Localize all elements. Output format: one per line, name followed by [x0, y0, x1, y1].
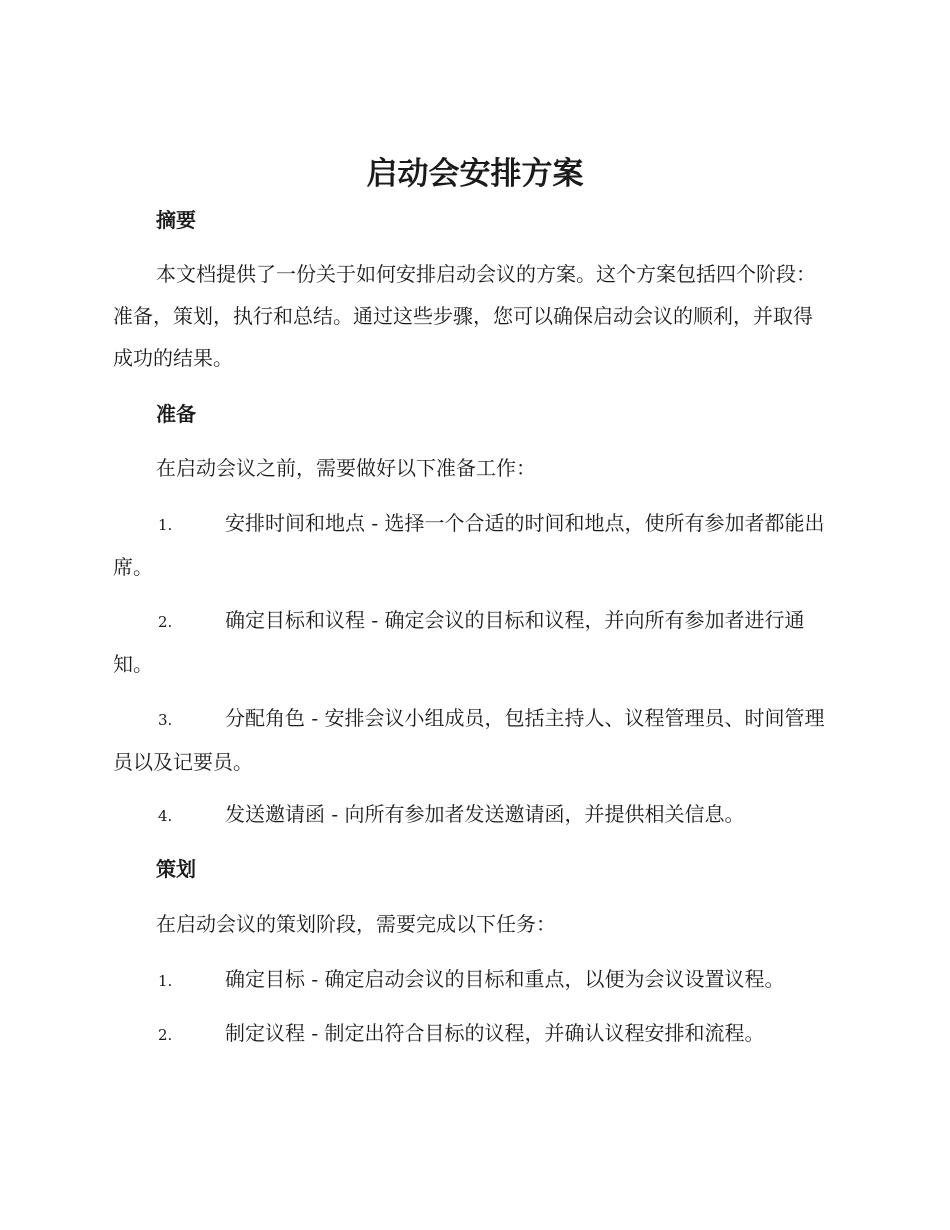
list-item-text: 发送邀请函 - 向所有参加者发送邀请函，并提供相关信息。 — [225, 802, 745, 826]
list-item-text: 确定目标 - 确定启动会议的目标和重点，以便为会议设置议程。 — [225, 967, 785, 991]
list-item-number: 1. — [158, 516, 173, 534]
list-item — [113, 793, 831, 837]
plan-intro-paragraph — [113, 903, 831, 945]
list-item-number: 4. — [158, 807, 173, 825]
document-title: 启动会安排方案 — [366, 156, 584, 192]
prepare-intro-paragraph — [113, 447, 831, 489]
list-item-number: 3. — [158, 711, 173, 729]
plan-intro-text: 在启动会议的策划阶段，需要完成以下任务： — [156, 912, 556, 936]
prepare-intro-text: 在启动会议之前，需要做好以下准备工作： — [156, 456, 536, 480]
list-item-text: 制定议程 - 制定出符合目标的议程，并确认议程安排和流程。 — [225, 1021, 765, 1045]
list-item-number: 2. — [158, 613, 173, 631]
list-item-text: 确定目标和议程 - 确定会议的目标和议程，并向所有参加者进行通知。 — [113, 608, 805, 676]
list-item — [113, 1012, 831, 1056]
list-item-number: 1. — [158, 972, 173, 990]
list-item-text: 分配角色 - 安排会议小组成员，包括主持人、议程管理员、时间管理员以及记要员。 — [113, 706, 825, 774]
section-heading-summary: 摘要 — [156, 208, 196, 232]
list-item-number: 2. — [158, 1026, 173, 1044]
list-item — [113, 697, 831, 783]
list-item — [113, 958, 831, 1002]
list-item — [113, 502, 831, 588]
list-item — [113, 599, 831, 685]
summary-text: 本文档提供了一份关于如何安排启动会议的方案。这个方案包括四个阶段：准备，策划，执行和总结。通过这些步骤，您可以确保启动会议的顺利，并取得成功的结果。 — [113, 262, 816, 370]
summary-paragraph — [113, 253, 831, 379]
section-heading-plan: 策划 — [156, 857, 196, 881]
section-heading-prepare: 准备 — [156, 402, 196, 426]
list-item-text: 安排时间和地点 - 选择一个合适的时间和地点，使所有参加者都能出席。 — [113, 511, 825, 579]
